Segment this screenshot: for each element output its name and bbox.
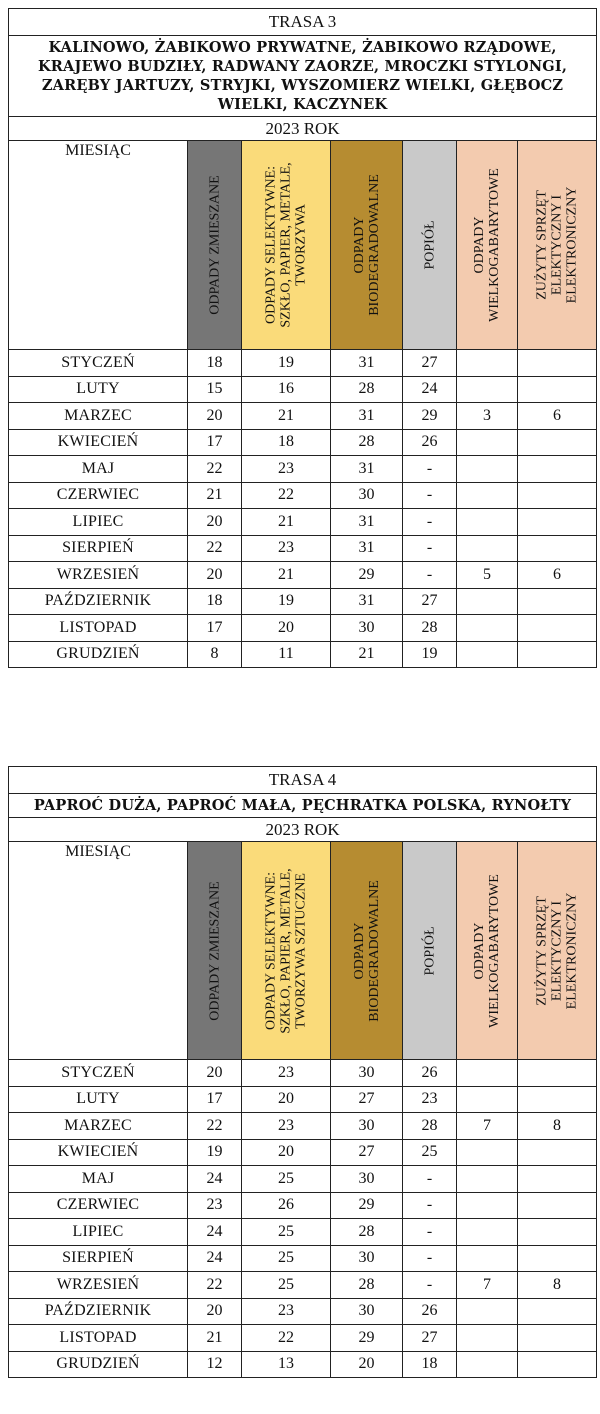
electro-date-cell [518, 1086, 597, 1113]
ash-date-cell: - [403, 456, 457, 483]
schedule-rows [9, 1060, 597, 1378]
table-row [9, 350, 597, 377]
month-cell: MAJ [9, 456, 188, 483]
selective-waste-header: ODPADY SELEKTYWNE: SZKŁO, PAPIER, METALE, TWORZYWA SZTUCZNE [242, 842, 331, 1060]
month-cell: STYCZEŃ [9, 1060, 188, 1087]
electro-date-cell [518, 1298, 597, 1325]
bio-date-cell: 28 [331, 376, 403, 403]
electro-date-cell [518, 1219, 597, 1246]
month-cell: MARZEC [9, 403, 188, 430]
bio-date-cell: 31 [331, 403, 403, 430]
selective-date-cell: 22 [242, 1325, 331, 1352]
month-cell: WRZESIEŃ [9, 1272, 188, 1299]
biodegradable-waste-header: ODPADY BIODEGRADOWALNE [331, 141, 403, 350]
electro-date-cell [518, 456, 597, 483]
selective-date-cell: 25 [242, 1245, 331, 1272]
bio-date-cell: 21 [331, 641, 403, 668]
table-row [9, 615, 597, 642]
ash-date-cell: 27 [403, 1325, 457, 1352]
bulky-date-cell [457, 1298, 518, 1325]
ash-date-cell: - [403, 1166, 457, 1193]
month-cell: GRUDZIEŃ [9, 641, 188, 668]
ash-date-cell: - [403, 1192, 457, 1219]
month-cell: LUTY [9, 376, 188, 403]
bulky-date-cell [457, 1060, 518, 1087]
bulky-date-cell [457, 641, 518, 668]
table-row [9, 456, 597, 483]
selective-date-cell: 13 [242, 1351, 331, 1378]
mixed-date-cell: 22 [188, 535, 242, 562]
electro-date-cell [518, 588, 597, 615]
table-row [9, 1192, 597, 1219]
ash-date-cell: 28 [403, 1113, 457, 1140]
table-row [9, 376, 597, 403]
month-cell: CZERWIEC [9, 482, 188, 509]
selective-date-cell: 20 [242, 1139, 331, 1166]
ash-date-cell: 26 [403, 1298, 457, 1325]
bio-date-cell: 29 [331, 1192, 403, 1219]
ash-date-cell: 27 [403, 350, 457, 377]
month-cell: MAJ [9, 1166, 188, 1193]
mixed-waste-header: ODPADY ZMIESZANE [188, 842, 242, 1060]
bulky-date-cell: 3 [457, 403, 518, 430]
bio-date-cell: 30 [331, 1113, 403, 1140]
bio-date-cell: 28 [331, 1272, 403, 1299]
bio-date-cell: 30 [331, 1245, 403, 1272]
electro-date-cell [518, 482, 597, 509]
ash-date-cell: 25 [403, 1139, 457, 1166]
bulky-date-cell [457, 615, 518, 642]
bulky-date-cell [457, 429, 518, 456]
mixed-date-cell: 12 [188, 1351, 242, 1378]
bio-date-cell: 29 [331, 562, 403, 589]
mixed-date-cell: 17 [188, 429, 242, 456]
route-areas: PAPROĆ DUŻA, PAPROĆ MAŁA, PĘCHRATKA POLSKA, RYNOŁTY [9, 794, 597, 818]
month-cell: LISTOPAD [9, 1325, 188, 1352]
month-cell: SIERPIEŃ [9, 1245, 188, 1272]
table-row [9, 1272, 597, 1299]
selective-date-cell: 20 [242, 1086, 331, 1113]
month-cell: LUTY [9, 1086, 188, 1113]
ash-date-cell: 26 [403, 1060, 457, 1087]
table-row [9, 1166, 597, 1193]
selective-waste-header: ODPADY SELEKTYWNE: SZKŁO, PAPIER, METALE, TWORZYWA [242, 141, 331, 350]
bulky-date-cell [457, 350, 518, 377]
mixed-date-cell: 20 [188, 562, 242, 589]
table-row [9, 1325, 597, 1352]
bulky-date-cell [457, 1219, 518, 1246]
selective-date-cell: 23 [242, 1113, 331, 1140]
month-column-header: MIESIĄC [9, 141, 188, 350]
ash-date-cell: 29 [403, 403, 457, 430]
ash-date-cell: - [403, 1219, 457, 1246]
bio-date-cell: 30 [331, 1298, 403, 1325]
bulky-date-cell [457, 482, 518, 509]
month-cell: SIERPIEŃ [9, 535, 188, 562]
table-row [9, 641, 597, 668]
selective-date-cell: 23 [242, 535, 331, 562]
mixed-date-cell: 20 [188, 1298, 242, 1325]
mixed-date-cell: 20 [188, 403, 242, 430]
bio-date-cell: 28 [331, 1219, 403, 1246]
table-row [9, 1219, 597, 1246]
ash-date-cell: - [403, 562, 457, 589]
mixed-date-cell: 22 [188, 1113, 242, 1140]
schedule-year: 2023 ROK [9, 818, 597, 842]
table-row [9, 562, 597, 589]
table-row [9, 482, 597, 509]
month-cell: STYCZEŃ [9, 350, 188, 377]
biodegradable-waste-header: ODPADY BIODEGRADOWALNE [331, 842, 403, 1060]
month-cell: LIPIEC [9, 1219, 188, 1246]
table-row [9, 509, 597, 536]
table-row [9, 1139, 597, 1166]
bulky-date-cell [457, 1139, 518, 1166]
electro-date-cell [518, 1192, 597, 1219]
bio-date-cell: 31 [331, 456, 403, 483]
month-cell: PAŹDZIERNIK [9, 1298, 188, 1325]
selective-date-cell: 16 [242, 376, 331, 403]
ash-date-cell: 23 [403, 1086, 457, 1113]
electro-date-cell [518, 509, 597, 536]
mixed-date-cell: 21 [188, 1325, 242, 1352]
mixed-date-cell: 24 [188, 1219, 242, 1246]
selective-date-cell: 19 [242, 588, 331, 615]
bio-date-cell: 30 [331, 615, 403, 642]
month-cell: MARZEC [9, 1113, 188, 1140]
bulky-date-cell [457, 1086, 518, 1113]
bulky-date-cell [457, 456, 518, 483]
ash-date-cell: 18 [403, 1351, 457, 1378]
bulky-waste-header: ODPADY WIELKOGABARYTOWE [457, 141, 518, 350]
mixed-date-cell: 22 [188, 1272, 242, 1299]
selective-date-cell: 18 [242, 429, 331, 456]
mixed-date-cell: 24 [188, 1166, 242, 1193]
table-row [9, 429, 597, 456]
month-cell: KWIECIEŃ [9, 1139, 188, 1166]
bulky-date-cell [457, 1192, 518, 1219]
bio-date-cell: 30 [331, 482, 403, 509]
ash-date-cell: 27 [403, 588, 457, 615]
selective-date-cell: 23 [242, 456, 331, 483]
electro-date-cell: 8 [518, 1113, 597, 1140]
mixed-date-cell: 8 [188, 641, 242, 668]
ash-header: POPIÓŁ [403, 141, 457, 350]
bulky-date-cell [457, 588, 518, 615]
table-row [9, 1113, 597, 1140]
ash-header: POPIÓŁ [403, 842, 457, 1060]
selective-date-cell: 21 [242, 562, 331, 589]
bulky-date-cell: 7 [457, 1272, 518, 1299]
mixed-date-cell: 23 [188, 1192, 242, 1219]
bio-date-cell: 27 [331, 1086, 403, 1113]
bio-date-cell: 28 [331, 429, 403, 456]
schedule-table-trasa-4 [8, 766, 597, 1378]
month-cell: CZERWIEC [9, 1192, 188, 1219]
mixed-date-cell: 17 [188, 615, 242, 642]
bulky-date-cell: 7 [457, 1113, 518, 1140]
mixed-date-cell: 20 [188, 1060, 242, 1087]
table-row [9, 403, 597, 430]
mixed-date-cell: 24 [188, 1245, 242, 1272]
table-row [9, 1245, 597, 1272]
electro-date-cell: 8 [518, 1272, 597, 1299]
ash-date-cell: 26 [403, 429, 457, 456]
ash-date-cell: - [403, 509, 457, 536]
table-row [9, 1351, 597, 1378]
schedule-table-trasa-3 [8, 8, 597, 668]
table-row [9, 535, 597, 562]
ash-date-cell: - [403, 1245, 457, 1272]
electro-date-cell [518, 1166, 597, 1193]
mixed-waste-header: ODPADY ZMIESZANE [188, 141, 242, 350]
schedule-year: 2023 ROK [9, 117, 597, 141]
month-cell: KWIECIEŃ [9, 429, 188, 456]
bulky-date-cell [457, 1245, 518, 1272]
ash-date-cell: 19 [403, 641, 457, 668]
bio-date-cell: 20 [331, 1351, 403, 1378]
bio-date-cell: 30 [331, 1060, 403, 1087]
electro-date-cell [518, 1325, 597, 1352]
schedule-rows [9, 350, 597, 668]
electronic-waste-header: ZUŻYTY SPRZĘT ELEKTYCZNY I ELEKTRONICZNY [518, 141, 597, 350]
selective-date-cell: 11 [242, 641, 331, 668]
bulky-date-cell [457, 1166, 518, 1193]
mixed-date-cell: 19 [188, 1139, 242, 1166]
bio-date-cell: 31 [331, 350, 403, 377]
electro-date-cell: 6 [518, 562, 597, 589]
table-row [9, 1086, 597, 1113]
electro-date-cell [518, 641, 597, 668]
electro-date-cell [518, 615, 597, 642]
selective-date-cell: 25 [242, 1166, 331, 1193]
selective-date-cell: 21 [242, 403, 331, 430]
bio-date-cell: 31 [331, 535, 403, 562]
bulky-date-cell [457, 1325, 518, 1352]
selective-date-cell: 19 [242, 350, 331, 377]
electro-date-cell: 6 [518, 403, 597, 430]
bio-date-cell: 31 [331, 509, 403, 536]
route-title: TRASA 4 [9, 767, 597, 794]
bulky-date-cell [457, 376, 518, 403]
electro-date-cell [518, 1245, 597, 1272]
mixed-date-cell: 18 [188, 588, 242, 615]
table-row [9, 1298, 597, 1325]
bulky-date-cell [457, 1351, 518, 1378]
mixed-date-cell: 18 [188, 350, 242, 377]
route-title: TRASA 3 [9, 9, 597, 36]
table-row [9, 1060, 597, 1087]
selective-date-cell: 20 [242, 615, 331, 642]
ash-date-cell: - [403, 1272, 457, 1299]
route-areas: KALINOWO, ŻABIKOWO PRYWATNE, ŻABIKOWO RZĄDOWE, KRAJEWO BUDZIŁY, RADWANY ZAORZE, MROCZKI STYLONGI, ZARĘBY JARTUZY, STRYJKI, WYSZOMIERZ WIELKI, GŁĘBOCZ WIELKI, KACZYNEK [9, 36, 597, 117]
selective-date-cell: 25 [242, 1219, 331, 1246]
month-cell: LIPIEC [9, 509, 188, 536]
bio-date-cell: 30 [331, 1166, 403, 1193]
month-cell: GRUDZIEŃ [9, 1351, 188, 1378]
bulky-waste-header: ODPADY WIELKOGABARYTOWE [457, 842, 518, 1060]
bulky-date-cell: 5 [457, 562, 518, 589]
selective-date-cell: 23 [242, 1060, 331, 1087]
selective-date-cell: 22 [242, 482, 331, 509]
mixed-date-cell: 22 [188, 456, 242, 483]
electro-date-cell [518, 350, 597, 377]
ash-date-cell: - [403, 535, 457, 562]
ash-date-cell: 28 [403, 615, 457, 642]
bulky-date-cell [457, 509, 518, 536]
mixed-date-cell: 17 [188, 1086, 242, 1113]
bio-date-cell: 27 [331, 1139, 403, 1166]
selective-date-cell: 26 [242, 1192, 331, 1219]
month-cell: LISTOPAD [9, 615, 188, 642]
mixed-date-cell: 20 [188, 509, 242, 536]
mixed-date-cell: 15 [188, 376, 242, 403]
selective-date-cell: 21 [242, 509, 331, 536]
electro-date-cell [518, 1060, 597, 1087]
selective-date-cell: 23 [242, 1298, 331, 1325]
electro-date-cell [518, 1139, 597, 1166]
bio-date-cell: 31 [331, 588, 403, 615]
electro-date-cell [518, 376, 597, 403]
ash-date-cell: 24 [403, 376, 457, 403]
selective-date-cell: 25 [242, 1272, 331, 1299]
month-column-header: MIESIĄC [9, 842, 188, 1060]
electronic-waste-header: ZUŻYTY SPRZĘT ELEKTYCZNY I ELEKTRONICZNY [518, 842, 597, 1060]
ash-date-cell: - [403, 482, 457, 509]
bio-date-cell: 29 [331, 1325, 403, 1352]
electro-date-cell [518, 535, 597, 562]
electro-date-cell [518, 1351, 597, 1378]
electro-date-cell [518, 429, 597, 456]
mixed-date-cell: 21 [188, 482, 242, 509]
month-cell: WRZESIEŃ [9, 562, 188, 589]
table-row [9, 588, 597, 615]
bulky-date-cell [457, 535, 518, 562]
month-cell: PAŹDZIERNIK [9, 588, 188, 615]
